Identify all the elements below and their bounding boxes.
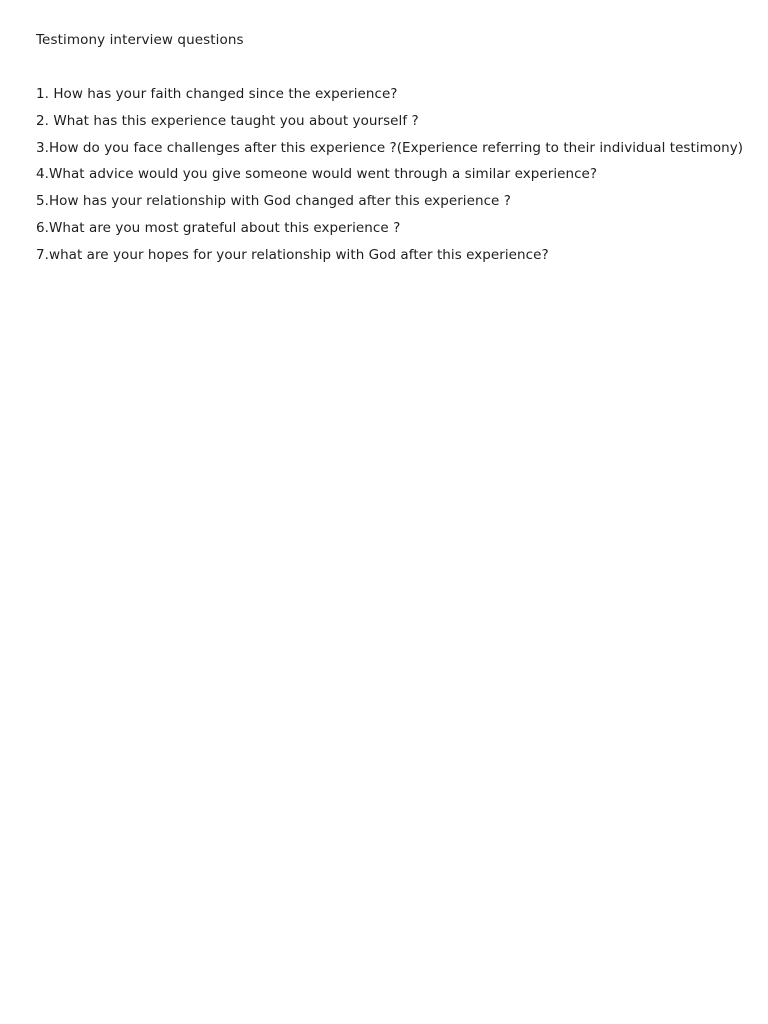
question-item-4: 4.What advice would you give someone would went through a similar experience? bbox=[36, 166, 598, 183]
question-item-5: 5.How has your relationship with God changed after this experience ? bbox=[36, 193, 511, 210]
question-item-1: 1. How has your faith changed since the experience? bbox=[36, 86, 398, 102]
question-item-3: 3.How do you face challenges after this experience ?(Experience referring to their individual testimony) bbox=[36, 139, 744, 156]
document-title: Testimony interview questions bbox=[36, 32, 244, 48]
question-item-6: 6.What are you most grateful about this experience ? bbox=[36, 219, 401, 236]
question-item-7: 7.what are your hopes for your relationship with God after this experience? bbox=[36, 246, 549, 263]
question-list bbox=[36, 84, 756, 265]
document-page bbox=[36, 30, 756, 272]
question-item-2: 2. What has this experience taught you about yourself ? bbox=[36, 112, 419, 129]
